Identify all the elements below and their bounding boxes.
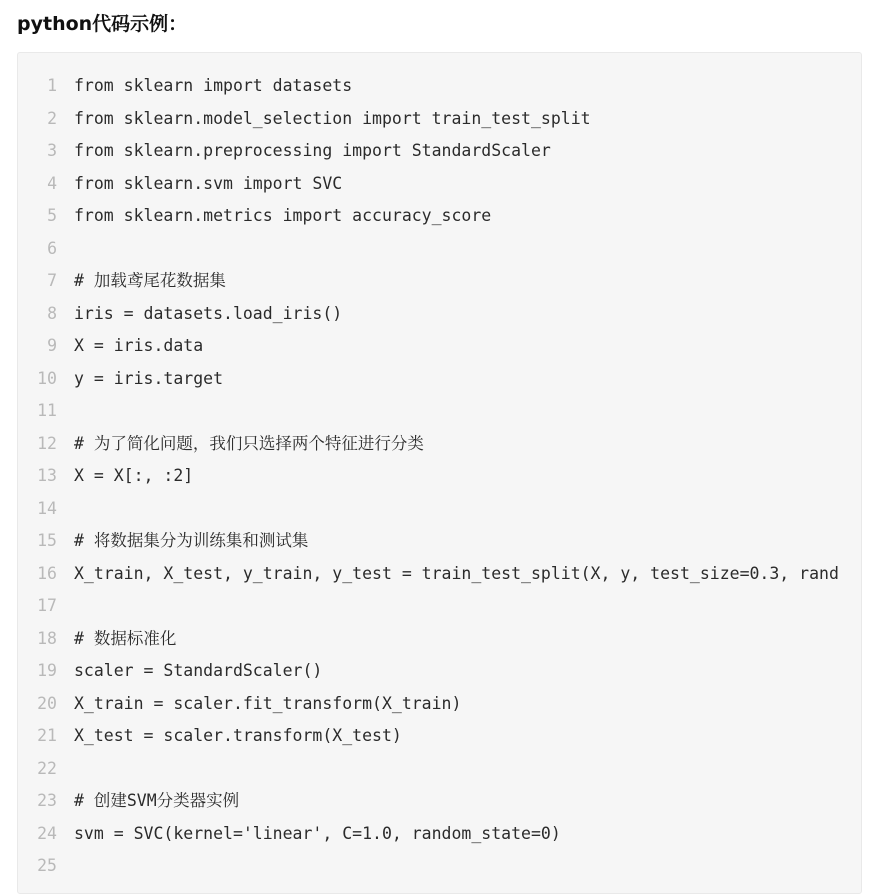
line-number: 23 <box>37 791 57 810</box>
code-text: X_train, X_test, y_train, y_test = train_test_split(X, y, test_size=0.3, rand <box>74 563 839 583</box>
code-block[interactable] <box>17 52 862 894</box>
code-comment: # 将数据集分为训练集和测试集 <box>74 531 309 550</box>
code-line <box>18 428 861 460</box>
code-line <box>18 558 861 590</box>
code-line <box>18 590 861 622</box>
line-number: 17 <box>37 596 57 615</box>
line-number: 14 <box>37 498 57 518</box>
line-number: 22 <box>37 758 57 778</box>
code-text: scaler = StandardScaler() <box>74 661 323 680</box>
code-text: from sklearn.model_selection import train_test_split <box>74 108 591 128</box>
code-text: iris = datasets.load_iris() <box>74 303 343 323</box>
code-line <box>18 395 861 427</box>
code-line <box>18 70 861 102</box>
line-number: 2 <box>47 108 57 128</box>
code-line <box>18 688 861 720</box>
code-line <box>18 785 861 817</box>
code-text: X_test = scaler.transform(X_test) <box>74 726 402 745</box>
code-line <box>18 818 861 850</box>
code-line <box>18 135 861 167</box>
line-number: 25 <box>37 856 57 875</box>
line-number: 6 <box>47 238 57 258</box>
line-number: 21 <box>37 726 57 745</box>
code-line <box>18 298 861 330</box>
code-text: from sklearn.svm import SVC <box>74 173 343 193</box>
code-line <box>18 850 861 882</box>
code-line <box>18 753 861 785</box>
line-number: 5 <box>47 206 57 225</box>
line-number: 19 <box>37 661 57 680</box>
code-line <box>18 103 861 135</box>
code-line <box>18 200 861 232</box>
code-line <box>18 330 861 362</box>
code-text: X = X[:, :2] <box>74 466 194 485</box>
code-comment: # 加载鸢尾花数据集 <box>74 271 226 290</box>
code-text: X = iris.data <box>74 336 204 355</box>
code-line <box>18 623 861 655</box>
line-number: 20 <box>37 693 57 713</box>
code-text: from sklearn.preprocessing import StandardScaler <box>74 141 551 160</box>
line-number: 9 <box>47 336 57 355</box>
code-line <box>18 265 861 297</box>
line-number: 7 <box>47 271 57 290</box>
line-number: 12 <box>37 433 57 453</box>
line-number: 11 <box>37 401 57 420</box>
line-number: 15 <box>37 531 57 550</box>
code-text: from sklearn.metrics import accuracy_score <box>74 206 492 225</box>
code-text: svm = SVC(kernel='linear', C=1.0, random_state=0) <box>74 823 561 843</box>
code-line <box>18 493 861 525</box>
code-text: y = iris.target <box>74 368 224 388</box>
code-text: from sklearn import datasets <box>74 76 353 95</box>
line-number: 24 <box>37 823 57 843</box>
line-number: 18 <box>37 628 57 648</box>
code-line <box>18 168 861 200</box>
code-text: X_train = scaler.fit_transform(X_train) <box>74 693 462 713</box>
code-line <box>18 460 861 492</box>
code-line <box>18 363 861 395</box>
line-number: 10 <box>37 368 57 388</box>
code-line <box>18 720 861 752</box>
code-line <box>18 525 861 557</box>
line-number: 4 <box>47 173 57 193</box>
line-number: 1 <box>47 76 57 95</box>
line-number: 13 <box>37 466 57 485</box>
code-comment: # 数据标准化 <box>74 628 177 648</box>
line-number: 16 <box>37 563 57 583</box>
code-line <box>18 655 861 687</box>
code-comment: # 为了简化问题，我们只选择两个特征进行分类 <box>74 433 424 453</box>
section-heading: python代码示例： <box>17 13 188 35</box>
code-line <box>18 233 861 265</box>
code-comment: # 创建SVM分类器实例 <box>74 791 240 810</box>
line-number: 3 <box>47 141 57 160</box>
line-number: 8 <box>47 303 57 323</box>
